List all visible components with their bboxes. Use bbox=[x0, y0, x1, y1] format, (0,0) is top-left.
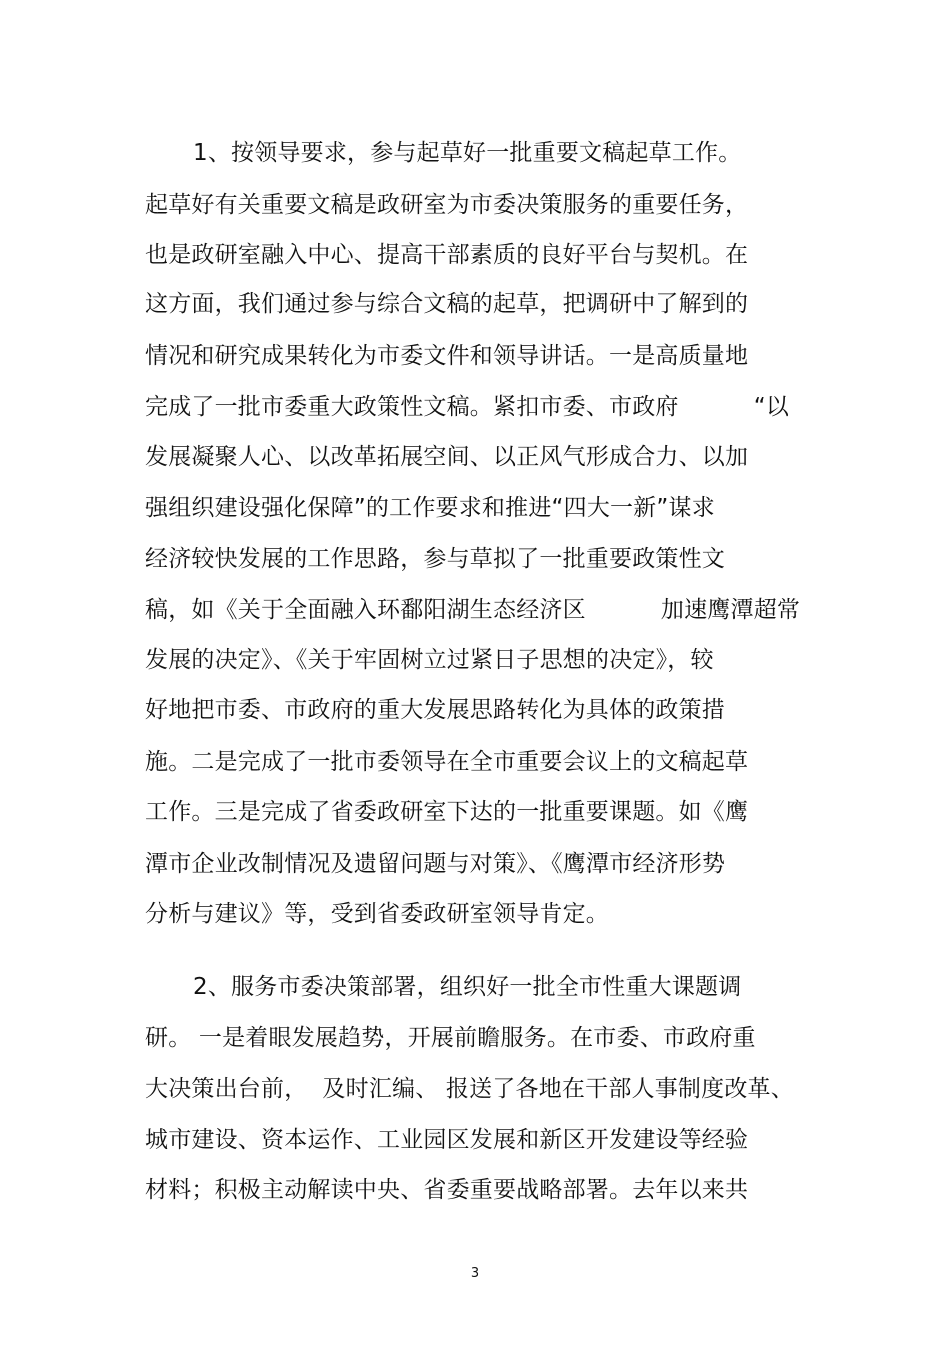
paragraph-line: 1、按领导要求，参与起草好一批重要文稿起草工作。 bbox=[193, 140, 742, 166]
paragraph-line: 完成了一批市委重大政策性文稿。紧扣市委、市政府 “以 bbox=[145, 394, 790, 420]
paragraph-line: 情况和研究成果转化为市委文件和领导讲话。一是高质量地 bbox=[145, 343, 749, 369]
paragraph-line: 材料；积极主动解读中央、省委重要战略部署。去年以来共 bbox=[145, 1177, 749, 1203]
paragraph-line: 这方面，我们通过参与综合文稿的起草，把调研中了解到的 bbox=[145, 291, 749, 317]
paragraph-line: 好地把市委、市政府的重大发展思路转化为具体的政策措 bbox=[145, 697, 725, 723]
paragraph-line: 施。二是完成了一批市委领导在全市重要会议上的文稿起草 bbox=[145, 749, 749, 775]
paragraph-line: 分析与建议》等，受到省委政研室领导肯定。 bbox=[145, 901, 609, 927]
paragraph-line: 城市建设、资本运作、工业园区发展和新区开发建设等经验 bbox=[145, 1127, 749, 1153]
paragraph-line: 研。 一是着眼发展趋势，开展前瞻服务。在市委、市政府重 bbox=[145, 1025, 756, 1051]
paragraph-line: 工作。三是完成了省委政研室下达的一批重要课题。如《鹰 bbox=[145, 799, 749, 825]
paragraph-line: 大决策出台前， 及时汇编、 报送了各地在干部人事制度改革、 bbox=[145, 1076, 794, 1102]
paragraph-line: 发展的决定》、《关于牢固树立过紧日子思想的决定》，较 bbox=[145, 647, 714, 673]
paragraph-line: 也是政研室融入中心、提高干部素质的良好平台与契机。在 bbox=[145, 242, 749, 268]
paragraph-line: 经济较快发展的工作思路，参与草拟了一批重要政策性文 bbox=[145, 546, 725, 572]
paragraph-line: 2、服务市委决策部署，组织好一批全市性重大课题调 bbox=[193, 974, 742, 1000]
paragraph-line: 稿，如《关于全面融入环鄱阳湖生态经济区 加速鹰潭超常 bbox=[145, 597, 801, 623]
page-number: 3 bbox=[470, 1266, 480, 1281]
paragraph-line: 强组织建设强化保障”的工作要求和推进“四大一新”谋求 bbox=[145, 495, 715, 521]
paragraph-line: 起草好有关重要文稿是政研室为市委决策服务的重要任务， bbox=[145, 192, 749, 218]
paragraph-line: 发展凝聚人心、以改革拓展空间、以正风气形成合力、以加 bbox=[145, 444, 749, 470]
paragraph-line: 潭市企业改制情况及遗留问题与对策》、《鹰潭市经济形势 bbox=[145, 851, 726, 877]
